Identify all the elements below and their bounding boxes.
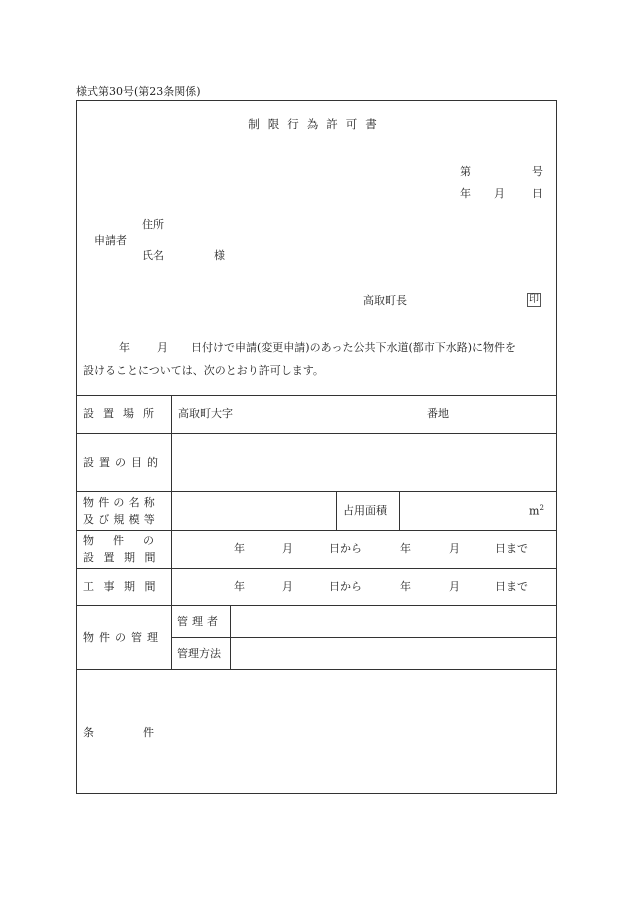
body-month: 月: [157, 341, 168, 354]
applicant-label: 申請者: [94, 234, 127, 247]
area-label: 占用面積: [343, 504, 387, 517]
work-period-label: 工事期間: [83, 580, 165, 593]
permit-form: [76, 100, 557, 794]
date-month: 月: [494, 187, 505, 200]
body-line2: 設けることについては、次のとおり許可します。: [83, 364, 324, 377]
body-line1: 日付けで申請(変更申請)のあった公共下水道(都市下水路)に物件を: [191, 341, 517, 354]
work-to-month: 月: [449, 580, 460, 593]
work-from-year: 年: [234, 580, 245, 593]
method-label: 管理方法: [177, 647, 221, 660]
date-day: 日: [532, 187, 543, 200]
install-to-year: 年: [400, 542, 411, 555]
manager-label: 管理者: [177, 615, 222, 628]
conditions-label-2: 件: [143, 726, 154, 739]
install-period-label-2: 設置期間: [83, 551, 165, 564]
form-label: 様式第30号(第23条関係): [76, 85, 201, 98]
management-label: 物件の管理: [83, 631, 163, 644]
install-period-label-1: 物件の: [83, 534, 173, 547]
install-to-month: 月: [449, 542, 460, 555]
issuer-name: 高取町長: [363, 294, 407, 307]
body-year: 年: [119, 341, 130, 354]
honorific: 様: [214, 249, 225, 262]
work-to-year: 年: [400, 580, 411, 593]
work-to-day: 日まで: [495, 580, 528, 593]
seal-mark: 印: [529, 294, 539, 305]
install-from-month: 月: [282, 542, 293, 555]
applicant-address-label: 住所: [142, 218, 164, 231]
install-from-day: 日から: [329, 542, 362, 555]
number-prefix: 第: [460, 165, 471, 178]
number-suffix: 号: [532, 165, 543, 178]
area-unit: $m^2$: [529, 504, 544, 518]
work-from-day: 日から: [329, 580, 362, 593]
purpose-label: 設置の目的: [83, 456, 163, 469]
work-from-month: 月: [282, 580, 293, 593]
install-to-day: 日まで: [495, 542, 528, 555]
location-suffix: 番地: [427, 407, 449, 420]
location-value: 高取町大字: [178, 407, 233, 420]
document-title: 制限行為許可書: [248, 117, 385, 131]
object-label-1: 物件の名称: [83, 496, 159, 509]
location-label: 設置場所: [83, 407, 163, 420]
install-from-year: 年: [234, 542, 245, 555]
object-label-2: 及び規模等: [83, 513, 159, 526]
applicant-name-label: 氏名: [142, 249, 164, 262]
date-year: 年: [460, 187, 471, 200]
conditions-label-1: 条: [83, 726, 94, 739]
